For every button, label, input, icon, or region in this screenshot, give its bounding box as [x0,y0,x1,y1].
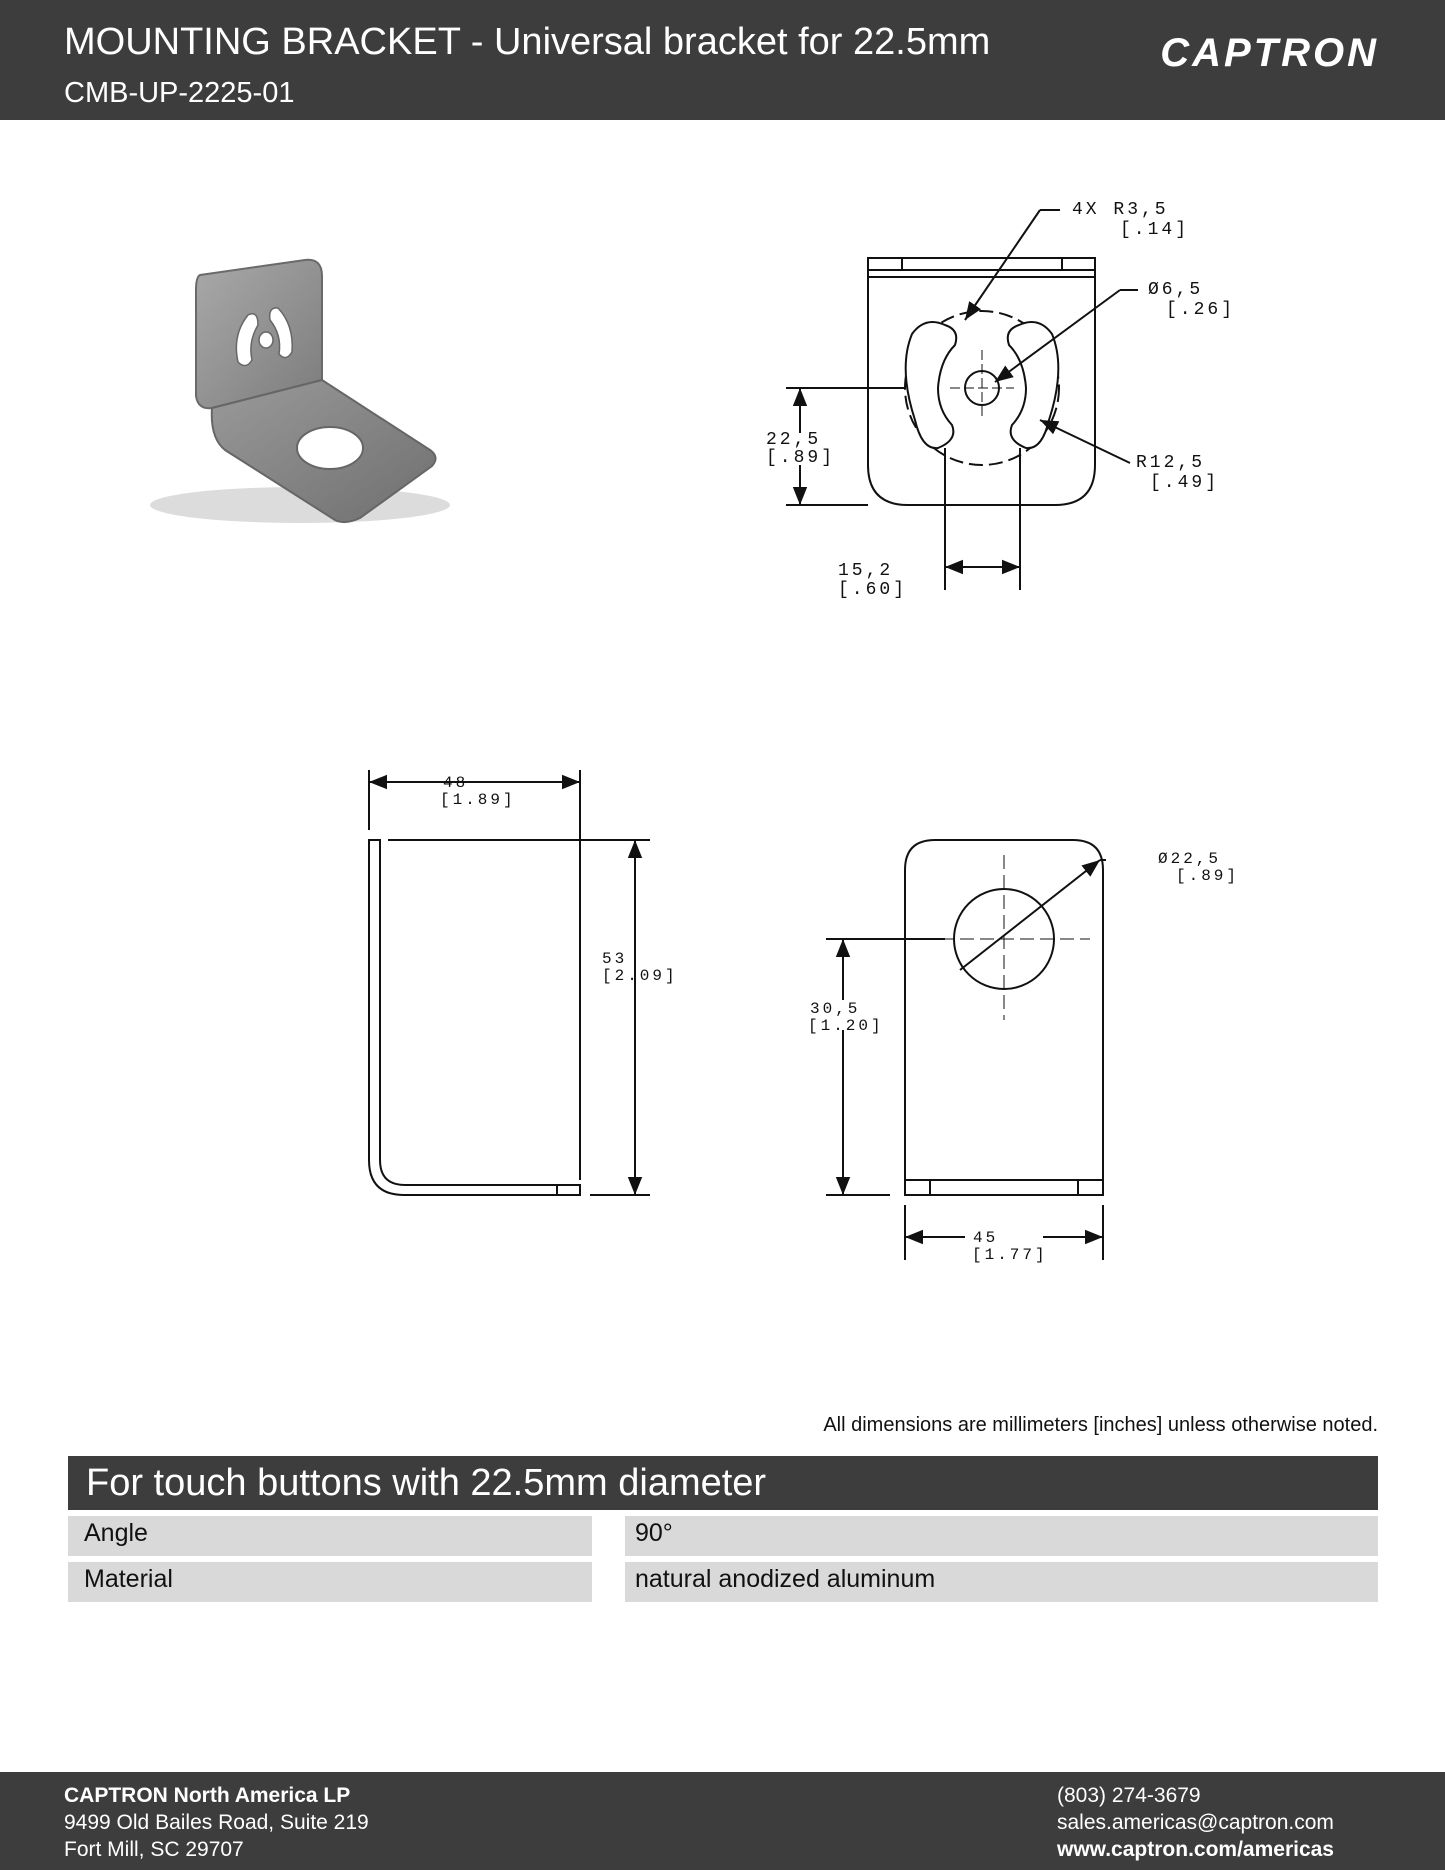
page-footer [0,1772,1445,1870]
email-link[interactable]: sales.americas@captron.com [1057,1811,1334,1834]
technical-drawing [0,120,1445,1400]
dim-depth-in: [1.89] [440,791,516,809]
address-line-1: 9499 Old Bailes Road, Suite 219 [64,1811,369,1834]
callout-center-hole: Ø6,5 [1148,280,1204,300]
company-name: CAPTRON North America LP [64,1784,351,1807]
spec-value: natural anodized aluminum [635,1565,936,1593]
spec-row-material [68,1562,1378,1602]
product-code: CMB-UP-2225-01 [64,77,295,109]
callout-radius-slots: 4X R3,5 [1072,200,1169,220]
callout-slot-radius: R12,5 [1136,453,1206,473]
callout-center-hole-in: [.26] [1166,300,1236,320]
bracket-photo [150,260,450,523]
dim-hole-height: 30,5 [810,1000,861,1018]
dim-depth: 48 [443,774,469,792]
spec-value: 90° [635,1519,673,1547]
front-view-hole [826,840,1106,1260]
callout-slot-radius-in: [.49] [1150,473,1220,493]
phone-number: (803) 274-3679 [1057,1784,1201,1807]
dimensions-note: All dimensions are millimeters [inches] unless otherwise noted. [823,1414,1378,1436]
website-link[interactable]: www.captron.com/americas [1057,1838,1334,1861]
spec-label: Angle [84,1519,148,1547]
dim-width: 45 [973,1229,999,1247]
dim-slot-height-in: [.89] [766,448,836,468]
dim-slot-spacing-in: [.60] [838,580,908,600]
spec-row-angle [68,1516,1378,1556]
spec-table [68,1456,1378,1602]
dim-height-in: [2.09] [602,967,678,985]
callout-radius-slots-in: [.14] [1120,220,1190,240]
dim-button-hole: Ø22,5 [1158,850,1222,868]
dim-width-in: [1.77] [972,1246,1048,1264]
spec-heading: For touch buttons with 22.5mm diameter [68,1456,1378,1510]
face-view-slots [786,210,1138,590]
spec-label: Material [84,1565,173,1593]
product-title: MOUNTING BRACKET - Universal bracket for 22.5mm [64,21,991,63]
page-header [0,0,1445,120]
company-contact [1057,1782,1334,1863]
dim-slot-height: 22,5 [766,430,822,450]
address-line-2: Fort Mill, SC 29707 [64,1838,244,1861]
dim-height: 53 [602,950,628,968]
company-address [64,1782,369,1863]
dim-button-hole-in: [.89] [1176,867,1240,885]
dim-slot-spacing: 15,2 [838,561,894,581]
dim-hole-height-in: [1.20] [808,1017,884,1035]
captron-logo: CAPTRON [1160,31,1379,75]
